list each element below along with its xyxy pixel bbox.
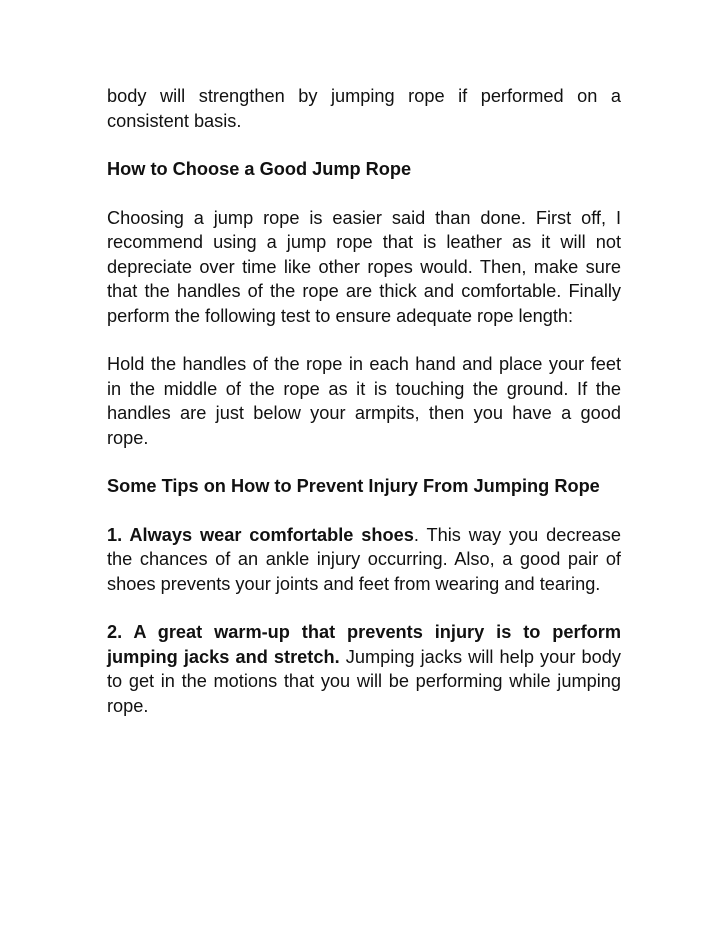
section-heading-choose-rope: How to Choose a Good Jump Rope — [107, 159, 412, 179]
intro-paragraph: body will strengthen by jumping rope if performed on a consistent basis. — [107, 86, 621, 131]
document-page — [107, 84, 621, 742]
tip-2-text: Jumping jacks will help your body to get in the motions that you will be performing while jumping rope. — [107, 646, 621, 716]
tip-1-title: 1. Always wear comfortable shoes — [107, 524, 414, 545]
tip-2-title: 2. A great warm-up that prevents injury is to perform jumping jacks and stretch. — [107, 622, 621, 667]
rope-length-test-paragraph: Hold the handles of the rope in each hand and place your feet in the middle of the rope as it is touching the ground. If the handles are just below your armpits, then you have a good rope. — [107, 354, 621, 448]
tip-2-paragraph — [107, 620, 621, 718]
choose-rope-paragraph: Choosing a jump rope is easier said than done. First off, I recommend using a jump rope that is leather as it will not depreciate over time like other ropes would. Then, make sure that the handles of the rope are thick and comfortable. Finally perform the following test to ensure adequate rope length: — [107, 207, 621, 326]
section-heading-prevent-injury: Some Tips on How to Prevent Injury From Jumping Rope — [107, 476, 600, 496]
tip-1-text: . This way you decrease the chances of an ankle injury occurring. Also, a good pair of shoes prevents your joints and feet from wearing and tearing. — [107, 524, 621, 594]
tip-1-paragraph — [107, 523, 621, 597]
